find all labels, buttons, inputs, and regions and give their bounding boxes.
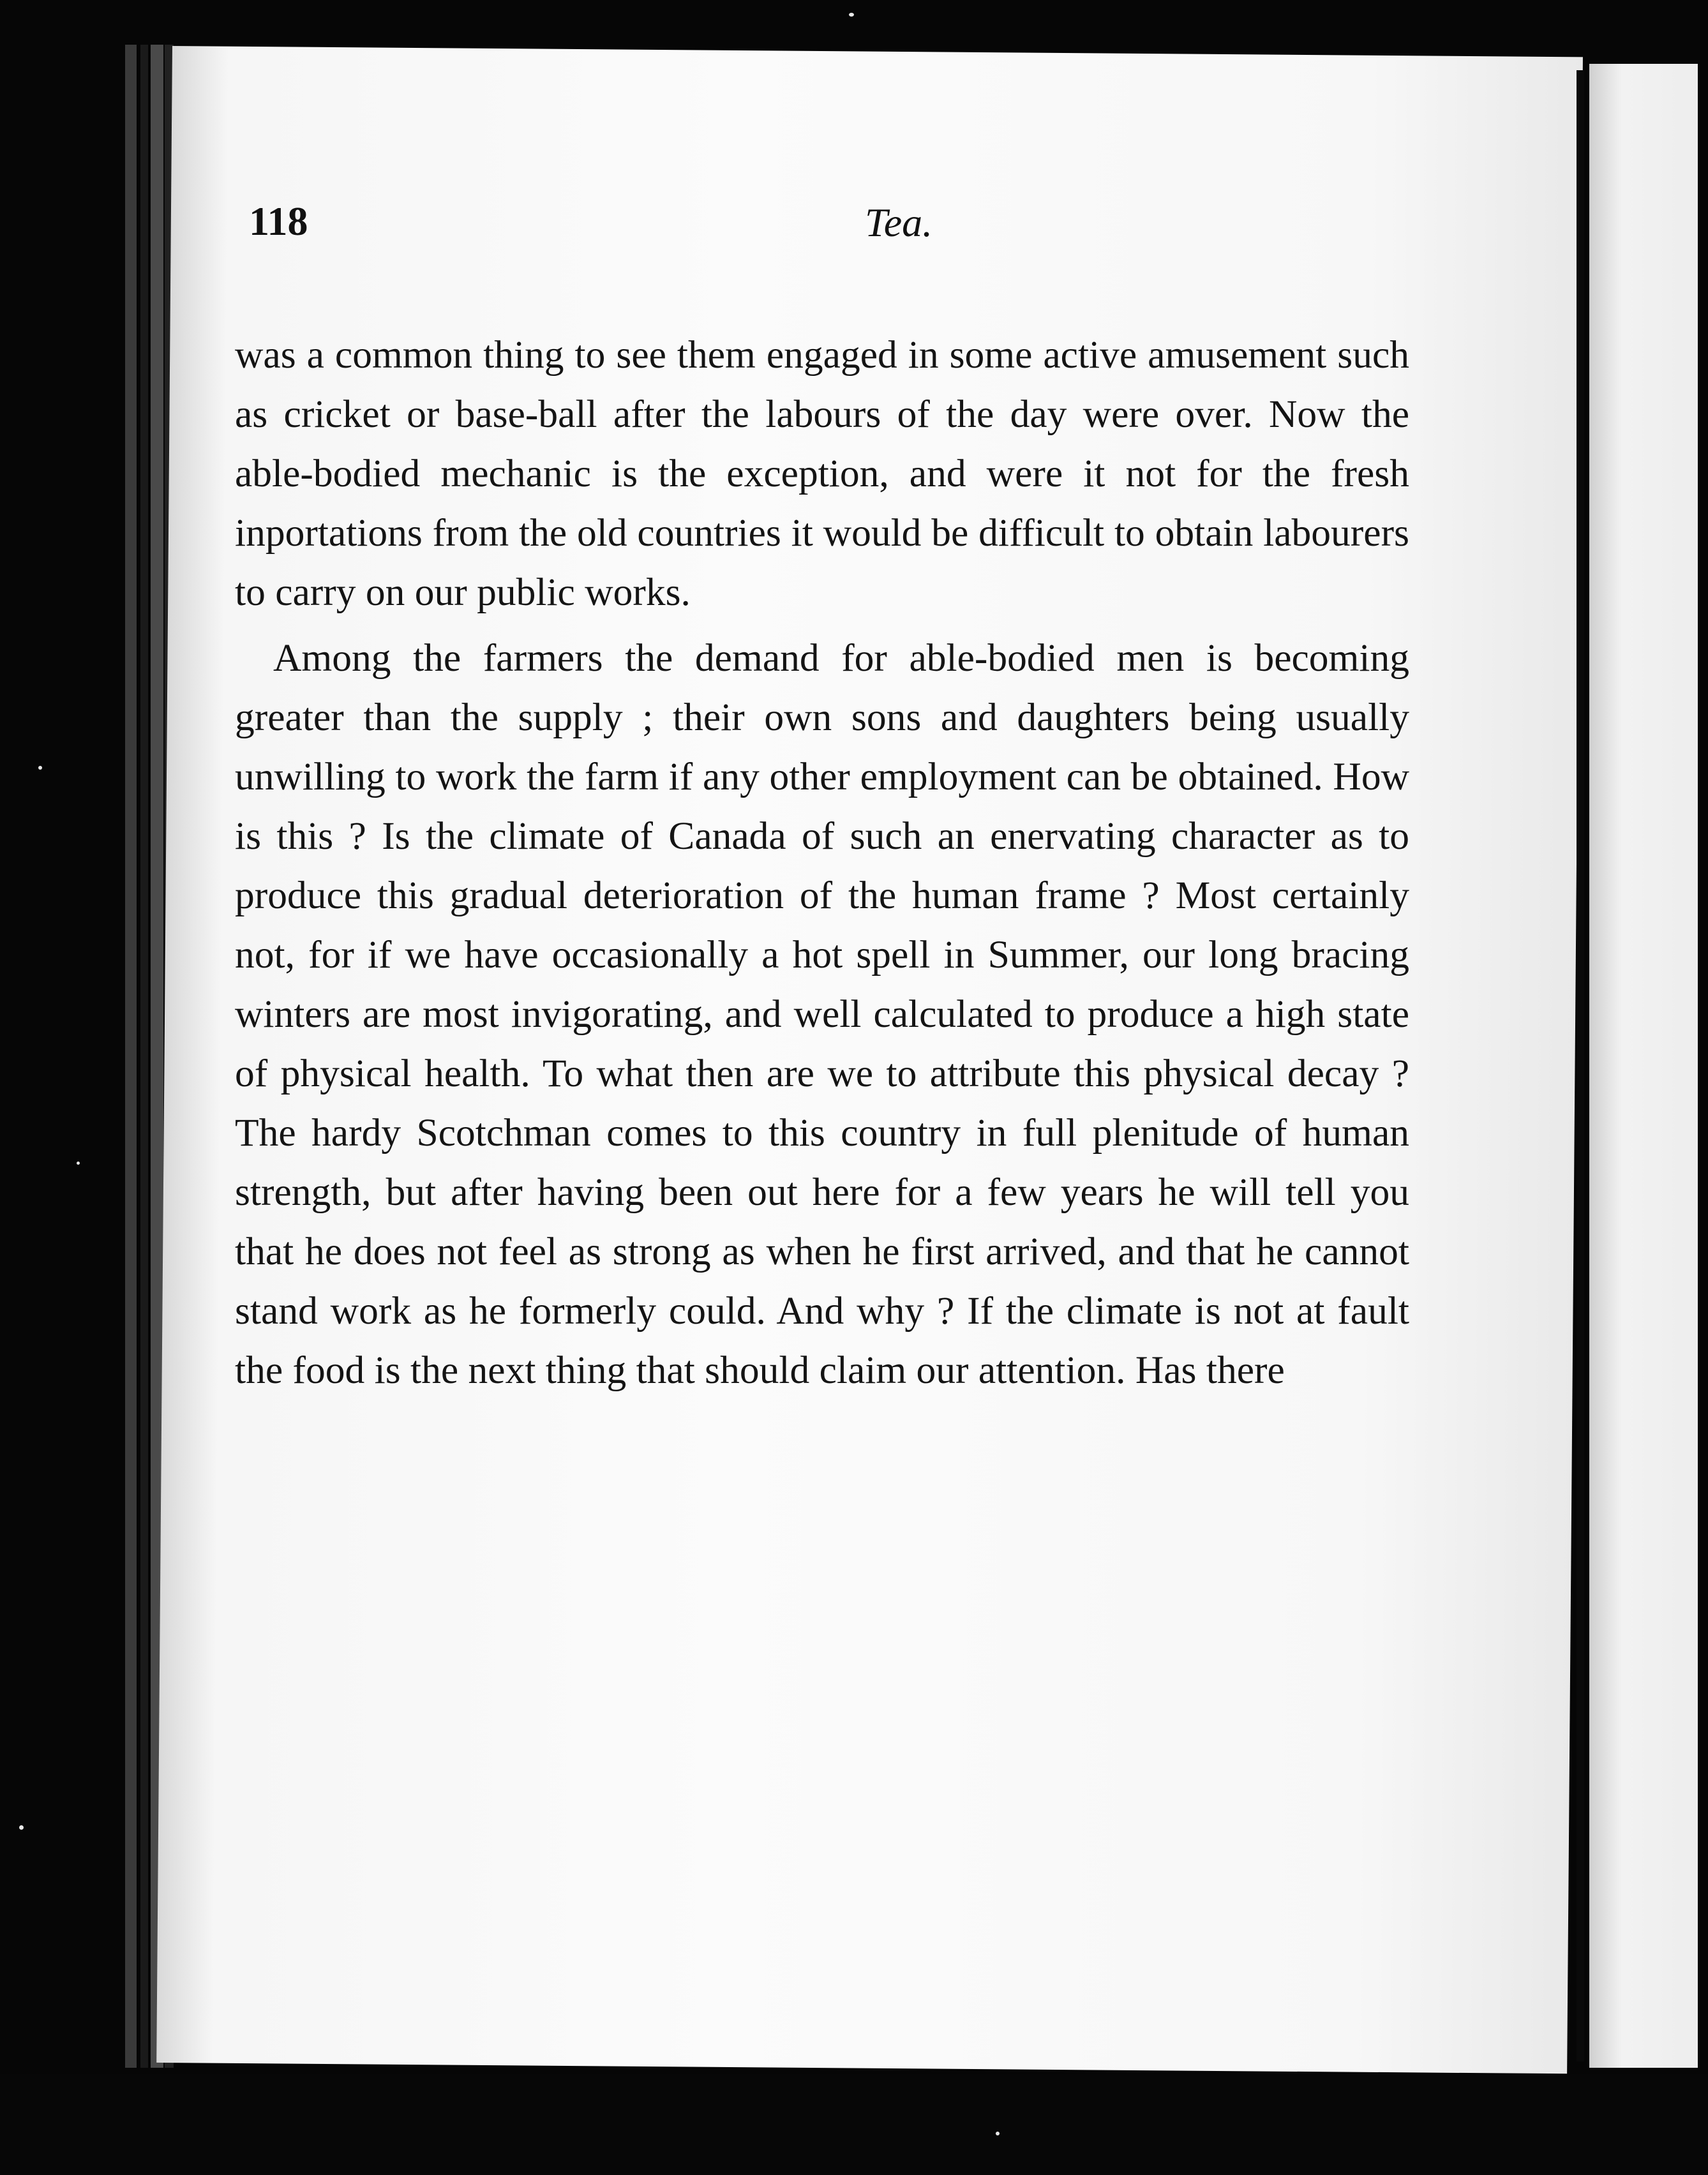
- page-gutter-shadow: [1577, 70, 1584, 2061]
- scan-speck: [77, 1162, 80, 1165]
- binding-edge: [125, 45, 137, 2068]
- scan-bottom-border: [0, 2074, 1708, 2175]
- scan-speck: [996, 2132, 1000, 2135]
- paragraph: was a common thing to see them engaged in some active amusement such as cricket or base-ball after the labours of the day were over. Now the able-bodied mechanic is the exception, and were it not for the fresh inportations from the old countries it would be difficult to obtain labourers to carry on our public works.: [235, 333, 1409, 614]
- facing-page-edge: [1589, 64, 1698, 2068]
- running-title: Tea.: [865, 200, 933, 245]
- paragraph: Among the farmers the demand for able-bodied men is becoming greater than the supply ; their own sons and daughters being usually unwilling to work the farm if any other employment can be obtained. How is this ? Is the climate of Canada of such an enervating character as to produce this gradual deterioration of the human frame ? Most certainly not, for if we have occasionally a hot spell in Summer, our long bracing winters are most invigorating, and well calculated to produce a high state of physical health. To what then are we to attribute this physical decay ? The hardy Scotchman comes to this country in full plenitude of human strength, but after having been out here for a few years he will tell you that he does not feel as strong as when he first arrived, and that he cannot stand work as he formerly could. And why ? If the climate is not at fault the food is the next thing that should claim our attention. Has there: [235, 636, 1409, 1392]
- page-number: 118: [249, 198, 308, 244]
- binding-edge: [140, 45, 148, 2068]
- scan-speck: [19, 1825, 24, 1830]
- scan-speck: [38, 766, 42, 770]
- running-head: [249, 198, 1398, 274]
- scan-speck: [849, 13, 854, 17]
- body-text: [235, 325, 1409, 1400]
